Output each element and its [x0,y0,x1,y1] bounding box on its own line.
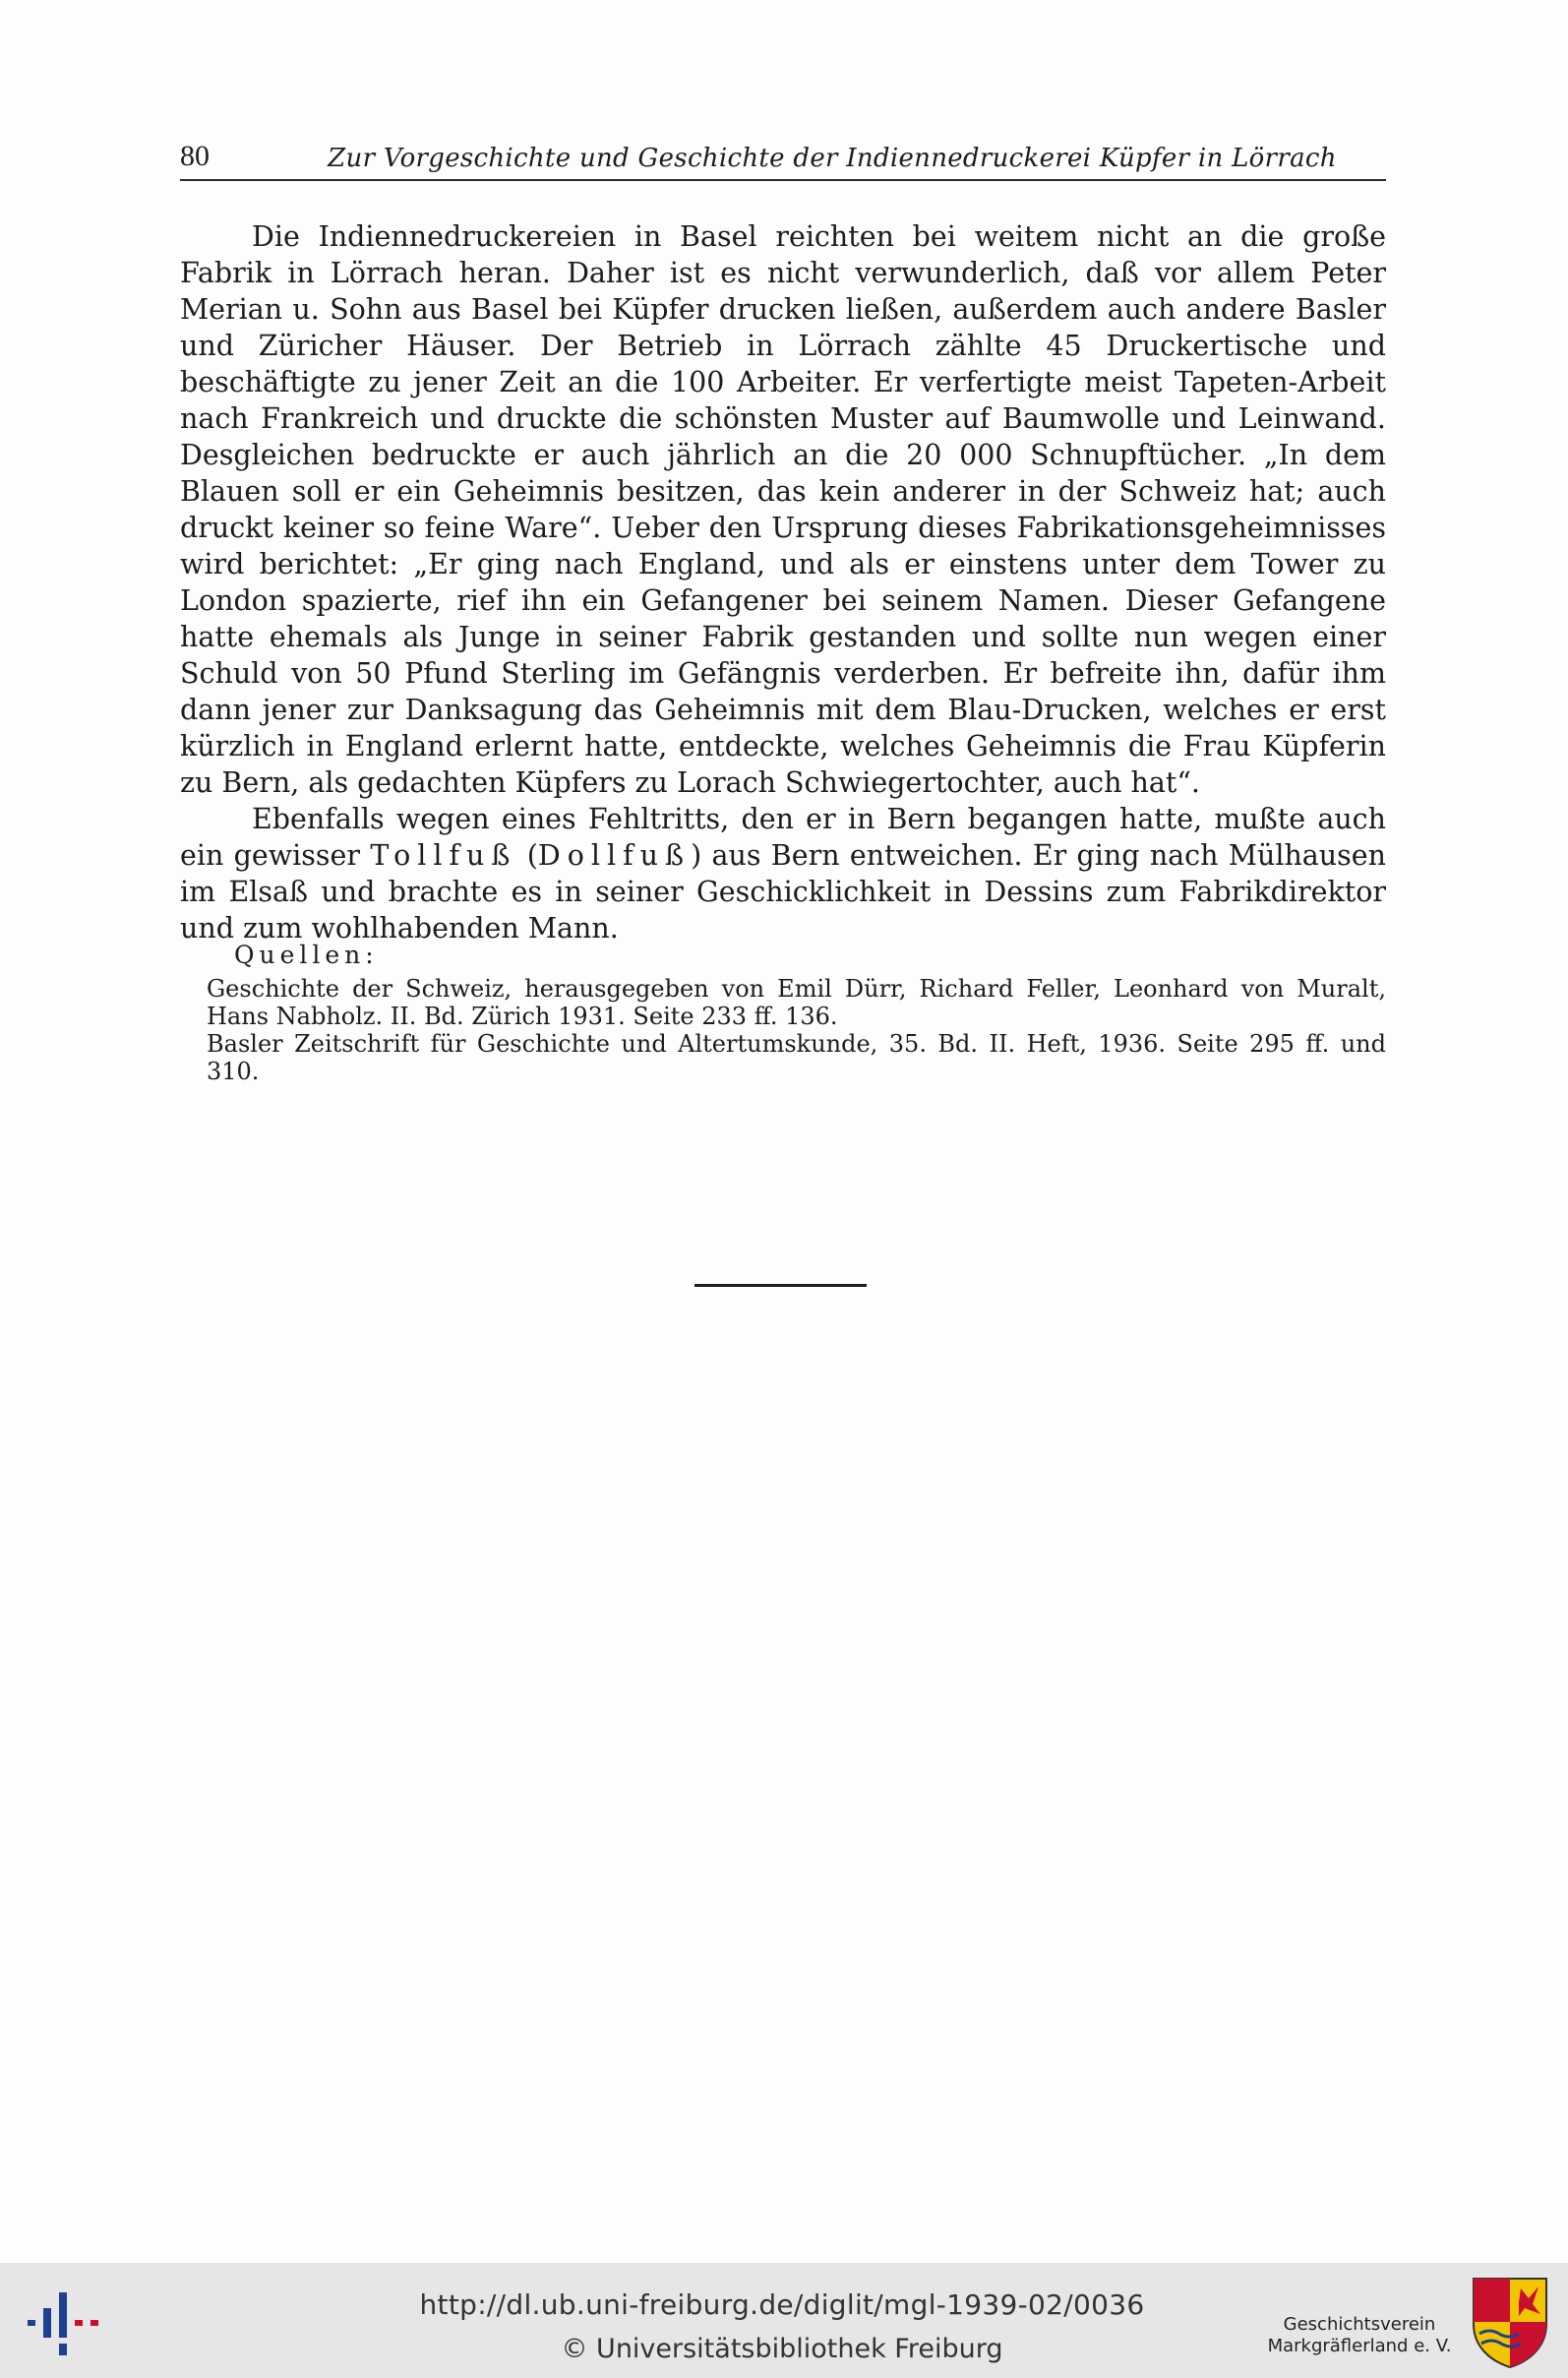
paragraph-text: ) aus Bern entweichen. Er ging nach Mülhausen im Elsaß und brachte es in seiner Geschicklichkeit in Dessins zum Fabrikdirektor und zum wohlhabenden Mann. [180,839,1386,945]
running-title: Zur Vorgeschichte und Geschichte der Indiennedruckerei Küpfer in Lörrach [328,144,1337,173]
society-name-line: Geschichtsverein [1283,2314,1436,2335]
coat-of-arms-icon [1470,2275,1550,2369]
spaced-name: Tollfuß [370,839,517,872]
sources-heading: Quellen: [234,941,379,969]
spaced-name: Dollfuß [537,839,692,872]
paragraph-text: Ebenfalls wegen eines Fehltritts, den er in Bern begangen hatte, mußte auch ein gewisser [180,803,1386,872]
source-item: Geschichte der Schweiz, herausgegeben von Emil Dürr, Richard Feller, Leonhard von Muralt, Hans Nabholz. II. Bd. Zürich 1931. Seite 233 ff. 136. [207,975,1386,1030]
document-url[interactable]: http://dl.ub.uni-freiburg.de/diglit/mgl-1939-02/0036 [419,2288,1145,2321]
paragraph-text: ( [516,839,538,872]
ub-freiburg-logo-icon [22,2283,110,2361]
copyright-notice: © Universitätsbibliothek Freiburg [561,2334,1003,2364]
viewer-footer [0,2263,1568,2378]
paragraph: Die Indiennedruckereien in Basel reichten bei weitem nicht an die große Fabrik in Lörrach heran. Daher ist es nicht verwunderlich, daß vor allem Peter Merian u. Sohn aus Basel bei Küpfer drucken ließen, außerdem auch andere Basler und Züricher Häuser. Der Betrieb in Lörrach zählte 45 Druckertische und beschäftigte zu jener Zeit an die 100 Arbeiter. Er verfertigte meist Tapeten-Arbeit nach Frankreich und druckte die schönsten Muster auf Baumwolle und Leinwand. Desgleichen bedruckte er auch jährlich an die 20 000 Schnupftücher. „In dem Blauen soll er ein Geheimnis besitzen, das kein anderer in der Schweiz hat; auch druckt keiner so feine Ware“. Ueber den Ursprung dieses Fabrikationsgeheimnisses wird berichtet: „Er ging nach England, und als er einstens unter dem Tower zu London spazierte, rief ihn ein Gefangener bei seinem Namen. Dieser Gefangene hatte ehemals als Junge in seiner Fabrik gestanden und sollte nun wegen einer Schuld von 50 Pfund Sterling im Gefängnis verderben. Er befreite ihn, dafür ihm dann jener zur Danksagung das Geheimnis mit dem Blau-Drucken, welches er erst kürzlich in England erlernt hatte, entdeckte, welches Geheimnis die Frau Küpferin zu Bern, als gedachten Küpfers zu Lorach Schwiegertochter, auch hat“. [180,220,1386,799]
paragraph [180,801,1386,946]
society-name [1261,2314,1458,2357]
society-name-line: Markgräflerland e. V. [1267,2336,1452,2356]
end-rule [694,1284,867,1287]
running-header [180,136,1386,181]
sources-section [180,942,1386,1085]
page-number: 80 [180,140,210,172]
source-item: Basler Zeitschrift für Geschichte und Altertumskunde, 35. Bd. II. Heft, 1936. Seite 295 ff. und 310. [207,1030,1386,1085]
body-text [180,218,1386,946]
